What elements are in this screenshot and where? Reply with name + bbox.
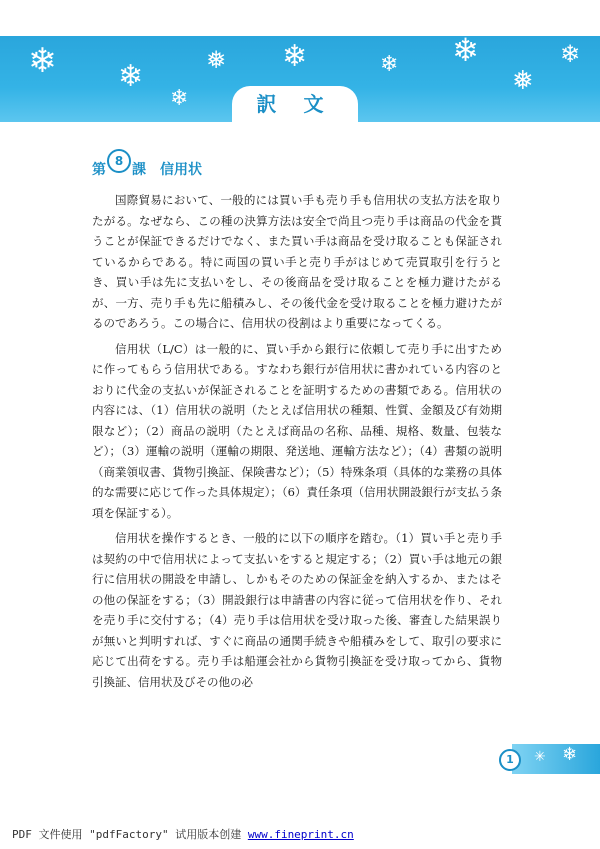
fineprint-link[interactable]: www.fineprint.cn xyxy=(247,828,354,841)
paragraph: 国際貿易において、一般的には買い手も売り手も信用状の支払方法を取りたがる。なぜなら、この種の決算方法は安全で尚且つ売り手は商品の代金を貰うことが保証できるだけでなく、また買い手は商品を受け取ることも保証されているからである。特に両国の買い手と売り手がはじめて売買取引を行うとき、買い手は先に支払いをし、その後商品を受け取ることを極力避けたがるが、一方、売り手も先に船積みし、その後代金を受け取ることを極力避けたがるのであろう。この場合に、信用状の役割はより重要になってくる。 xyxy=(92,193,502,330)
paragraph: 信用状（L/C）は一般的に、買い手から銀行に依頼して売り手に出すために作ってもらう信用状である。すなわち銀行が信用状に書かれている内容のとおりに代金の支払いが保証されることを証明するための書類である。信用状の内容には、（1）信用状の説明（たとえば信用状の種類、性質、金額及び有効期限など）；（2）商品の説明（たとえば商品の名称、品種、規格、数量、包装など）；（3）運輸の説明（運輸の期限、発送地、運輸方法など）；（4）書類の説明（商業領収書、貨物引換証、保険書など）；（5）特殊条項（具体的な業務の具体的な需要に応じて作った具体規定）；（6）責任条項（信用状開設銀行が支払う条項を保証する）。 xyxy=(92,341,502,520)
page-title: 訳 文 xyxy=(256,92,334,116)
lesson-suffix: 課 xyxy=(132,162,146,178)
pdf-footer-note xyxy=(12,826,354,842)
lesson-number: 8 xyxy=(107,149,131,173)
lesson-heading xyxy=(92,154,202,184)
snowflake-icon: ❄ xyxy=(560,40,581,68)
lesson-prefix: 第 xyxy=(92,162,106,178)
page-number: 1 xyxy=(499,749,521,771)
snowflake-icon: ❄ xyxy=(170,86,189,111)
snowflake-icon: ❄ xyxy=(118,59,144,94)
snowflake-icon: ❄ xyxy=(452,31,479,69)
footer-bar xyxy=(512,744,600,774)
snowflake-icon: ❄ xyxy=(380,52,399,77)
snowflake-icon: ❄ xyxy=(28,41,57,81)
lesson-name: 信用状 xyxy=(160,162,202,178)
snowflake-icon: ❅ xyxy=(512,66,534,96)
snowflake-icon: ❄ xyxy=(562,744,578,765)
paragraph: 信用状を操作するとき、一般的に以下の順序を踏む。（1）買い手と売り手は契約の中で信用状によって支払いをすると規定する；（2）買い手は地元の銀行に信用状の開設を申請し、しかもそのための保証金を納入するか、またはその他の保証をする；（3）開設銀行は申請書の内容に従って信用状を作り、それを売り手に交付する；（4）売り手は信用状を受け取った後、審査した結果誤りが無いと判明すれば、すぐに商品の通関手続きや船積みをして、取引の要求に応じて出荷をする。売り手は船運会社から貨物引換証を受け取ってから、貨物引換証、信用状及びその他の必 xyxy=(92,531,502,689)
snowflake-icon: ❅ xyxy=(206,46,227,74)
snowflake-icon: ✳ xyxy=(534,749,546,765)
snowflake-icon: ❄ xyxy=(282,39,308,74)
pdf-note-text: PDF 文件使用 "pdfFactory" 试用版本创建 xyxy=(12,828,248,841)
body-text xyxy=(92,190,502,692)
